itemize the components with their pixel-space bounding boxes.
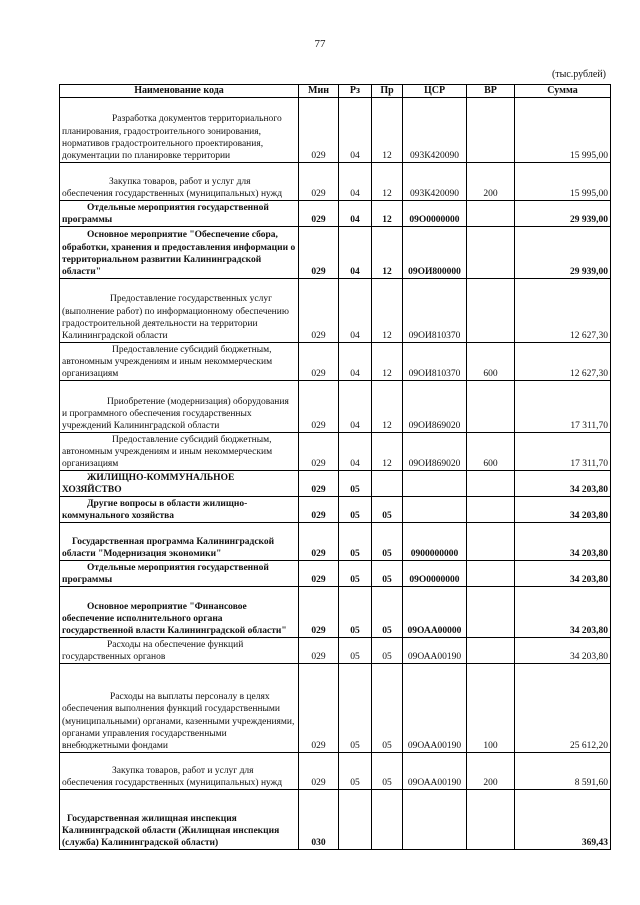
cell-rz: 04: [339, 163, 372, 201]
cell-sum: 34 203,80: [515, 587, 611, 638]
cell-min: 029: [299, 343, 339, 381]
cell-name: Основное мероприятие "Обеспечение сбора, обработки, хранения и предоставления информации о территориальном развитии Калининградской области": [60, 227, 299, 279]
cell-vr: [467, 381, 515, 433]
cell-csr: 09ОИ800000: [403, 227, 467, 279]
cell-sum: 17 311,70: [515, 433, 611, 471]
cell-name: Другие вопросы в области жилищно-коммунального хозяйства: [60, 497, 299, 523]
cell-vr: [467, 561, 515, 587]
header-pr: Пр: [372, 85, 403, 98]
cell-sum: 34 203,80: [515, 497, 611, 523]
cell-pr: 12: [372, 227, 403, 279]
cell-sum: 34 203,80: [515, 638, 611, 664]
cell-csr: 09ОАА00190: [403, 638, 467, 664]
header-name: Наименование кода: [60, 85, 299, 98]
cell-rz: 05: [339, 523, 372, 561]
cell-csr: 09ОИ810370: [403, 343, 467, 381]
cell-min: 029: [299, 753, 339, 790]
table-row: [60, 587, 611, 638]
cell-sum: 34 203,80: [515, 523, 611, 561]
cell-min: 029: [299, 471, 339, 497]
cell-vr: [467, 497, 515, 523]
cell-pr: 12: [372, 201, 403, 227]
cell-csr: [403, 497, 467, 523]
cell-pr: [372, 790, 403, 850]
cell-rz: 05: [339, 471, 372, 497]
cell-rz: 04: [339, 98, 372, 163]
cell-sum: 25 612,20: [515, 664, 611, 753]
cell-min: 029: [299, 523, 339, 561]
cell-name: Государственная программа Калининградской области "Модернизация экономики": [60, 523, 299, 561]
cell-csr: 09ОИ869020: [403, 433, 467, 471]
cell-sum: 15 995,00: [515, 163, 611, 201]
cell-pr: 05: [372, 638, 403, 664]
cell-min: 029: [299, 587, 339, 638]
cell-sum: 369,43: [515, 790, 611, 850]
table-row: [60, 163, 611, 201]
cell-pr: 12: [372, 343, 403, 381]
cell-pr: 12: [372, 279, 403, 343]
cell-vr: [467, 638, 515, 664]
page-number: 77: [314, 38, 326, 50]
cell-rz: 05: [339, 561, 372, 587]
table-row: [60, 561, 611, 587]
cell-pr: 05: [372, 664, 403, 753]
cell-csr: 09ОАА00190: [403, 753, 467, 790]
cell-csr: 09ОАА00190: [403, 664, 467, 753]
header-sum: Сумма: [515, 85, 611, 98]
cell-csr: 09О0000000: [403, 561, 467, 587]
cell-vr: [467, 790, 515, 850]
cell-sum: 8 591,60: [515, 753, 611, 790]
table-header-row: [60, 85, 611, 98]
cell-pr: 05: [372, 561, 403, 587]
cell-csr: 09ОАА00000: [403, 587, 467, 638]
cell-csr: [403, 471, 467, 497]
cell-name: ЖИЛИЩНО-КОММУНАЛЬНОЕ ХОЗЯЙСТВО: [60, 471, 299, 497]
header-min: Мин: [299, 85, 339, 98]
cell-rz: 04: [339, 433, 372, 471]
table-row: [60, 433, 611, 471]
cell-min: 029: [299, 279, 339, 343]
cell-vr: [467, 523, 515, 561]
cell-vr: 100: [467, 664, 515, 753]
table-row: [60, 98, 611, 163]
cell-name: Государственная жилищная инспекция Калининградской области (Жилищная инспекция (служба) Калининградской области): [60, 790, 299, 850]
cell-min: 029: [299, 561, 339, 587]
cell-vr: [467, 587, 515, 638]
table-row: [60, 638, 611, 664]
table-row: [60, 279, 611, 343]
cell-name: Предоставление субсидий бюджетным, автономным учреждениям и иным некоммерческим организациям: [60, 343, 299, 381]
cell-name: Отдельные мероприятия государственной программы: [60, 201, 299, 227]
cell-min: 029: [299, 98, 339, 163]
table-row: [60, 227, 611, 279]
cell-rz: 04: [339, 227, 372, 279]
cell-vr: 600: [467, 343, 515, 381]
cell-name: Основное мероприятие "Финансовое обеспечение исполнительного органа государственной власти Калининградской области": [60, 587, 299, 638]
cell-name: Расходы на выплаты персоналу в целях обеспечения выполнения функций государственными (муниципальными) органами, казенными учреждениями, органами управления государственными внебюджетными фондами: [60, 664, 299, 753]
table-row: [60, 664, 611, 753]
cell-vr: [467, 201, 515, 227]
cell-rz: 05: [339, 638, 372, 664]
cell-pr: 05: [372, 497, 403, 523]
cell-csr: 09ОИ869020: [403, 381, 467, 433]
cell-pr: 05: [372, 753, 403, 790]
cell-name: Закупка товаров, работ и услуг для обеспечения государственных (муниципальных) нужд: [60, 753, 299, 790]
cell-rz: 04: [339, 381, 372, 433]
cell-csr: 09ОИ810370: [403, 279, 467, 343]
table-row: [60, 201, 611, 227]
cell-rz: [339, 790, 372, 850]
cell-name: Разработка документов территориального планирования, градостроительного зонирования, нормативов градостроительного проектирования, документации по планировке территории: [60, 98, 299, 163]
cell-name: Закупка товаров, работ и услуг для обеспечения государственных (муниципальных) нужд: [60, 163, 299, 201]
cell-name: Расходы на обеспечение функций государственных органов: [60, 638, 299, 664]
cell-vr: [467, 471, 515, 497]
cell-sum: 12 627,30: [515, 279, 611, 343]
cell-csr: [403, 790, 467, 850]
cell-sum: 15 995,00: [515, 98, 611, 163]
cell-rz: 04: [339, 279, 372, 343]
cell-vr: 200: [467, 753, 515, 790]
cell-pr: 05: [372, 523, 403, 561]
cell-pr: [372, 471, 403, 497]
cell-sum: 34 203,80: [515, 561, 611, 587]
cell-vr: [467, 279, 515, 343]
cell-pr: 12: [372, 163, 403, 201]
cell-min: 030: [299, 790, 339, 850]
budget-table: [59, 84, 611, 850]
cell-name: Предоставление государственных услуг (выполнение работ) по информационному обеспечению градостроительной деятельности на территории Калининградской области: [60, 279, 299, 343]
cell-min: 029: [299, 163, 339, 201]
units-label: (тыс.рублей): [551, 69, 606, 80]
cell-vr: [467, 227, 515, 279]
cell-name: Приобретение (модернизация) оборудования и программного обеспечения государственных учреждений Калининградской области: [60, 381, 299, 433]
cell-min: 029: [299, 381, 339, 433]
cell-csr: 0900000000: [403, 523, 467, 561]
cell-rz: 05: [339, 587, 372, 638]
cell-rz: 05: [339, 753, 372, 790]
cell-min: 029: [299, 227, 339, 279]
cell-csr: 093К420090: [403, 163, 467, 201]
cell-csr: 09О0000000: [403, 201, 467, 227]
cell-rz: 04: [339, 343, 372, 381]
table-body: [60, 98, 611, 850]
table-row: [60, 497, 611, 523]
header-csr: ЦСР: [403, 85, 467, 98]
header-rz: Рз: [339, 85, 372, 98]
cell-pr: 12: [372, 381, 403, 433]
cell-name: Предоставление субсидий бюджетным, автономным учреждениям и иным некоммерческим организациям: [60, 433, 299, 471]
cell-min: 029: [299, 664, 339, 753]
cell-min: 029: [299, 201, 339, 227]
cell-pr: 12: [372, 98, 403, 163]
cell-csr: 093К420090: [403, 98, 467, 163]
header-vr: ВР: [467, 85, 515, 98]
cell-vr: [467, 98, 515, 163]
cell-rz: 04: [339, 201, 372, 227]
table-row: [60, 753, 611, 790]
cell-min: 029: [299, 638, 339, 664]
cell-min: 029: [299, 497, 339, 523]
table-row: [60, 381, 611, 433]
cell-min: 029: [299, 433, 339, 471]
cell-sum: 29 939,00: [515, 201, 611, 227]
table-row: [60, 471, 611, 497]
table-row: [60, 343, 611, 381]
cell-vr: 600: [467, 433, 515, 471]
table-row: [60, 790, 611, 850]
cell-name: Отдельные мероприятия государственной программы: [60, 561, 299, 587]
cell-pr: 05: [372, 587, 403, 638]
cell-pr: 12: [372, 433, 403, 471]
cell-rz: 05: [339, 497, 372, 523]
cell-sum: 17 311,70: [515, 381, 611, 433]
cell-vr: 200: [467, 163, 515, 201]
table-row: [60, 523, 611, 561]
cell-sum: 12 627,30: [515, 343, 611, 381]
cell-sum: 34 203,80: [515, 471, 611, 497]
cell-sum: 29 939,00: [515, 227, 611, 279]
cell-rz: 05: [339, 664, 372, 753]
